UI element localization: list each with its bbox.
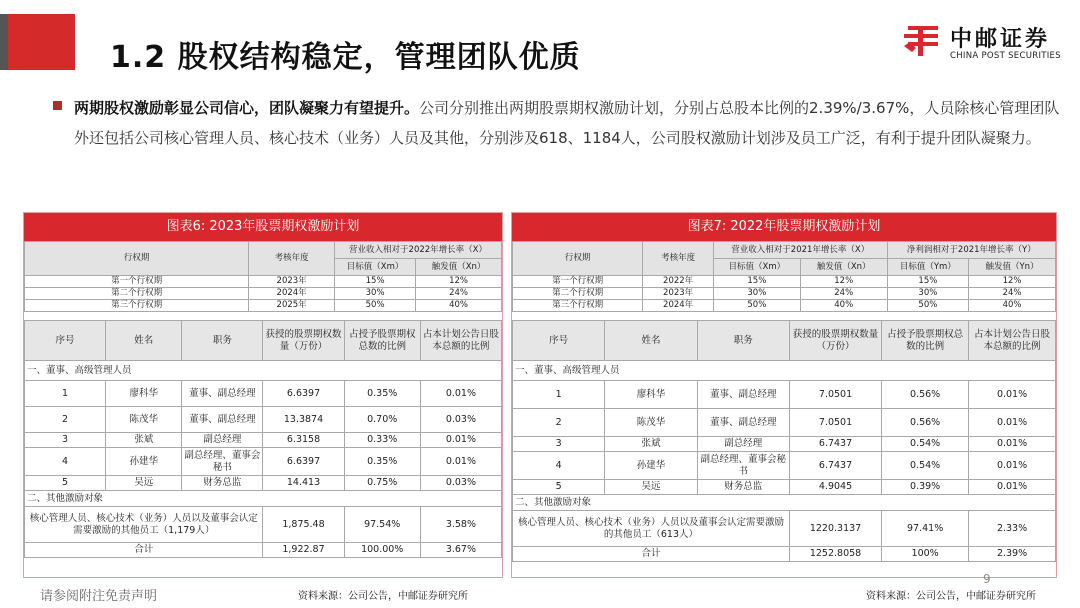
cell-no: 3 [25, 433, 106, 448]
cell-qty: 1,875.48 [263, 507, 344, 543]
header-no: 序号 [513, 321, 605, 361]
cell-qty: 7.0501 [789, 381, 881, 409]
cell-name: 吴远 [106, 476, 182, 491]
cell-period: 第三个行权期 [25, 300, 249, 312]
header-qty: 获授的股票期权数量（万份） [789, 321, 881, 361]
grant-allocation-table [512, 320, 1056, 562]
table-title: 图表6: 2023年股票期权激励计划 [24, 213, 502, 241]
company-logo [900, 20, 1070, 64]
table-2022-plan [511, 212, 1057, 578]
cell-qty: 7.0501 [789, 409, 881, 437]
table-row [513, 276, 1056, 288]
cell-ratio-grant: 0.35% [344, 448, 420, 476]
cell-qty: 1252.8058 [789, 547, 881, 562]
cell-qty: 13.3874 [263, 407, 344, 433]
cell-ratio-total: 0.01% [969, 480, 1056, 495]
cell-ratio-grant: 0.75% [344, 476, 420, 491]
table-row [513, 452, 1056, 480]
cell-ratio-total: 0.01% [420, 448, 501, 476]
table-row [513, 480, 1056, 495]
section-row [25, 491, 502, 507]
intro-paragraph [74, 93, 1064, 153]
cell-name: 陈茂华 [106, 407, 182, 433]
exercise-condition-table [24, 241, 502, 312]
cell-qty: 4.9045 [789, 480, 881, 495]
cell-qty: 6.3158 [263, 433, 344, 448]
cell-target: 30% [335, 288, 416, 300]
header-period: 行权期 [25, 242, 249, 276]
cell-name: 张斌 [605, 437, 697, 452]
page-number: 9 [983, 572, 991, 586]
header-name: 姓名 [106, 321, 182, 361]
header-growth-revenue: 营业收入相对于2021年增长率（X） [713, 242, 887, 259]
cell-trigger-x: 12% [800, 276, 887, 288]
intro-body: 公司分别推出两期股票期权激励计划，分别占总股本比例的2.39%/3.67%，人员除核心管理团队外还包括公司核心管理人员、核心技术（业务）人员及其他，分别涉及618、1184人，公司股权激励计划涉及员工广泛，有利于提升团队凝聚力。 [74, 99, 1060, 147]
cell-no: 2 [513, 409, 605, 437]
cell-role: 董事、副总经理 [697, 381, 789, 409]
header-ratio-grant: 占授予股票期权总数的比例 [882, 321, 969, 361]
grant-allocation-table [24, 320, 502, 558]
header-qty: 获授的股票期权数量（万份） [263, 321, 344, 361]
cell-qty: 1220.3137 [789, 511, 881, 547]
cell-ratio-total: 2.33% [969, 511, 1056, 547]
cell-year: 2024年 [249, 288, 335, 300]
cell-ratio-grant: 0.56% [882, 381, 969, 409]
header-no: 序号 [25, 321, 106, 361]
cell-period: 第一个行权期 [25, 276, 249, 288]
disclaimer-note: 请参阅附注免责声明 [40, 589, 158, 604]
cell-ratio-total: 0.01% [420, 433, 501, 448]
header-trigger: 触发值（Xn） [416, 259, 502, 276]
cell-other-label: 核心管理人员、核心技术（业务）人员以及董事会认定需要激励的其他员工（1,179人） [25, 507, 263, 543]
cell-period: 第一个行权期 [513, 276, 643, 288]
table-row [25, 448, 502, 476]
cell-target: 50% [335, 300, 416, 312]
table-row [513, 300, 1056, 312]
table-row-total [513, 547, 1056, 562]
cell-ratio-grant: 100% [882, 547, 969, 562]
table-row [25, 433, 502, 448]
cell-ratio-total: 3.67% [420, 543, 501, 558]
cell-qty: 6.7437 [789, 437, 881, 452]
cell-name: 陈茂华 [605, 409, 697, 437]
cell-ratio-total: 0.01% [969, 452, 1056, 480]
cell-year: 2025年 [249, 300, 335, 312]
cell-ratio-total: 0.01% [420, 381, 501, 407]
header-ratio-total: 占本计划公告日股本总额的比例 [420, 321, 501, 361]
cell-no: 4 [513, 452, 605, 480]
header-role: 职务 [697, 321, 789, 361]
cell-role: 董事、副总经理 [182, 381, 263, 407]
table-row [25, 381, 502, 407]
cell-target-x: 15% [713, 276, 800, 288]
header-year: 考核年度 [643, 242, 714, 276]
cell-no: 3 [513, 437, 605, 452]
cell-period: 第三个行权期 [513, 300, 643, 312]
cell-trigger-y: 24% [969, 288, 1056, 300]
header-ratio-total: 占本计划公告日股本总额的比例 [969, 321, 1056, 361]
cell-trigger-y: 12% [969, 276, 1056, 288]
header-ratio-grant: 占授予股票期权总数的比例 [344, 321, 420, 361]
cell-ratio-total: 0.01% [969, 409, 1056, 437]
cell-other-label: 核心管理人员、核心技术（业务）人员以及董事会认定需要激励的其他员工（613人） [513, 511, 790, 547]
cell-trigger: 12% [416, 276, 502, 288]
china-post-logo-icon [902, 24, 942, 58]
table-2023-plan [23, 212, 503, 578]
cell-year: 2022年 [643, 276, 714, 288]
cell-name: 廖科华 [605, 381, 697, 409]
section-row [25, 361, 502, 381]
cell-trigger: 24% [416, 288, 502, 300]
table-row-other [25, 507, 502, 543]
section-row [513, 495, 1056, 511]
cell-ratio-total: 3.58% [420, 507, 501, 543]
cell-total-label: 合计 [513, 547, 790, 562]
cell-ratio-total: 2.39% [969, 547, 1056, 562]
table-row-other [513, 511, 1056, 547]
cell-qty: 14.413 [263, 476, 344, 491]
cell-qty: 6.6397 [263, 381, 344, 407]
cell-no: 5 [513, 480, 605, 495]
cell-year: 2023年 [643, 288, 714, 300]
cell-trigger: 40% [416, 300, 502, 312]
cell-no: 1 [25, 381, 106, 407]
header-target-x: 目标值（Xm） [713, 259, 800, 276]
cell-role: 董事、副总经理 [182, 407, 263, 433]
cell-trigger-y: 40% [969, 300, 1056, 312]
cell-role: 副总经理 [697, 437, 789, 452]
table-row [25, 407, 502, 433]
cell-target-y: 50% [887, 300, 968, 312]
header-year: 考核年度 [249, 242, 335, 276]
page-title: 1.2 股权结构稳定，管理团队优质 [110, 40, 581, 75]
table-row [513, 288, 1056, 300]
header-target: 目标值（Xm） [335, 259, 416, 276]
cell-role: 副总经理 [182, 433, 263, 448]
cell-qty: 6.7437 [789, 452, 881, 480]
cell-name: 吴远 [605, 480, 697, 495]
table-title: 图表7: 2022年股票期权激励计划 [512, 213, 1056, 241]
cell-ratio-grant: 0.70% [344, 407, 420, 433]
cell-trigger-x: 40% [800, 300, 887, 312]
cell-name: 廖科华 [106, 381, 182, 407]
cell-ratio-grant: 97.54% [344, 507, 420, 543]
table-row [25, 476, 502, 491]
cell-role: 副总经理、董事会秘书 [697, 452, 789, 480]
title-accent-stripe [0, 14, 8, 70]
exercise-condition-table [512, 241, 1056, 312]
header-growth-net-profit: 净利润相对于2021年增长率（Y） [887, 242, 1055, 259]
cell-no: 2 [25, 407, 106, 433]
cell-ratio-grant: 0.54% [882, 437, 969, 452]
table-row [513, 437, 1056, 452]
cell-role: 董事、副总经理 [697, 409, 789, 437]
cell-ratio-grant: 0.39% [882, 480, 969, 495]
intro-bold-lead: 两期股权激励彰显公司信心，团队凝聚力有望提升。 [74, 99, 420, 117]
cell-name: 孙建华 [605, 452, 697, 480]
bullet-square-icon [53, 101, 62, 110]
cell-name: 孙建华 [106, 448, 182, 476]
section-row [513, 361, 1056, 381]
cell-ratio-grant: 100.00% [344, 543, 420, 558]
header-trigger-y: 触发值（Yn） [969, 259, 1056, 276]
cell-ratio-total: 0.03% [420, 476, 501, 491]
cell-target-y: 15% [887, 276, 968, 288]
source-note-left: 资料来源：公司公告，中邮证券研究所 [298, 591, 468, 602]
cell-period: 第二个行权期 [25, 288, 249, 300]
cell-qty: 1,922.87 [263, 543, 344, 558]
cell-ratio-total: 0.01% [969, 381, 1056, 409]
header-growth: 营业收入相对于2022年增长率（X） [335, 242, 502, 259]
table-row [513, 409, 1056, 437]
table-row [25, 288, 502, 300]
header-period: 行权期 [513, 242, 643, 276]
cell-ratio-grant: 97.41% [882, 511, 969, 547]
cell-target-y: 30% [887, 288, 968, 300]
section-label: 二、其他激励对象 [25, 491, 502, 507]
header-target-y: 目标值（Ym） [887, 259, 968, 276]
table-row-total [25, 543, 502, 558]
cell-ratio-total: 0.01% [969, 437, 1056, 452]
table-row [25, 300, 502, 312]
cell-total-label: 合计 [25, 543, 263, 558]
cell-role: 副总经理、董事会秘书 [182, 448, 263, 476]
cell-ratio-grant: 0.33% [344, 433, 420, 448]
header-trigger-x: 触发值（Xn） [800, 259, 887, 276]
cell-target-x: 30% [713, 288, 800, 300]
cell-target: 15% [335, 276, 416, 288]
section-label: 二、其他激励对象 [513, 495, 1056, 511]
cell-name: 张斌 [106, 433, 182, 448]
section-label: 一、董事、高级管理人员 [25, 361, 502, 381]
cell-year: 2023年 [249, 276, 335, 288]
header-role: 职务 [182, 321, 263, 361]
logo-chinese-name: 中邮证券 [950, 27, 1051, 52]
cell-ratio-total: 0.03% [420, 407, 501, 433]
cell-no: 5 [25, 476, 106, 491]
logo-english-name: CHINA POST SECURITIES [950, 51, 1061, 61]
table-row [25, 276, 502, 288]
cell-no: 4 [25, 448, 106, 476]
cell-qty: 6.6397 [263, 448, 344, 476]
cell-ratio-grant: 0.56% [882, 409, 969, 437]
cell-year: 2024年 [643, 300, 714, 312]
cell-ratio-grant: 0.54% [882, 452, 969, 480]
title-accent-bar [0, 14, 75, 70]
source-note-right: 资料来源：公司公告，中邮证券研究所 [866, 591, 1036, 602]
header-name: 姓名 [605, 321, 697, 361]
cell-no: 1 [513, 381, 605, 409]
cell-role: 财务总监 [182, 476, 263, 491]
table-row [513, 381, 1056, 409]
cell-target-x: 50% [713, 300, 800, 312]
cell-period: 第二个行权期 [513, 288, 643, 300]
cell-ratio-grant: 0.35% [344, 381, 420, 407]
cell-role: 财务总监 [697, 480, 789, 495]
cell-trigger-x: 24% [800, 288, 887, 300]
section-label: 一、董事、高级管理人员 [513, 361, 1056, 381]
